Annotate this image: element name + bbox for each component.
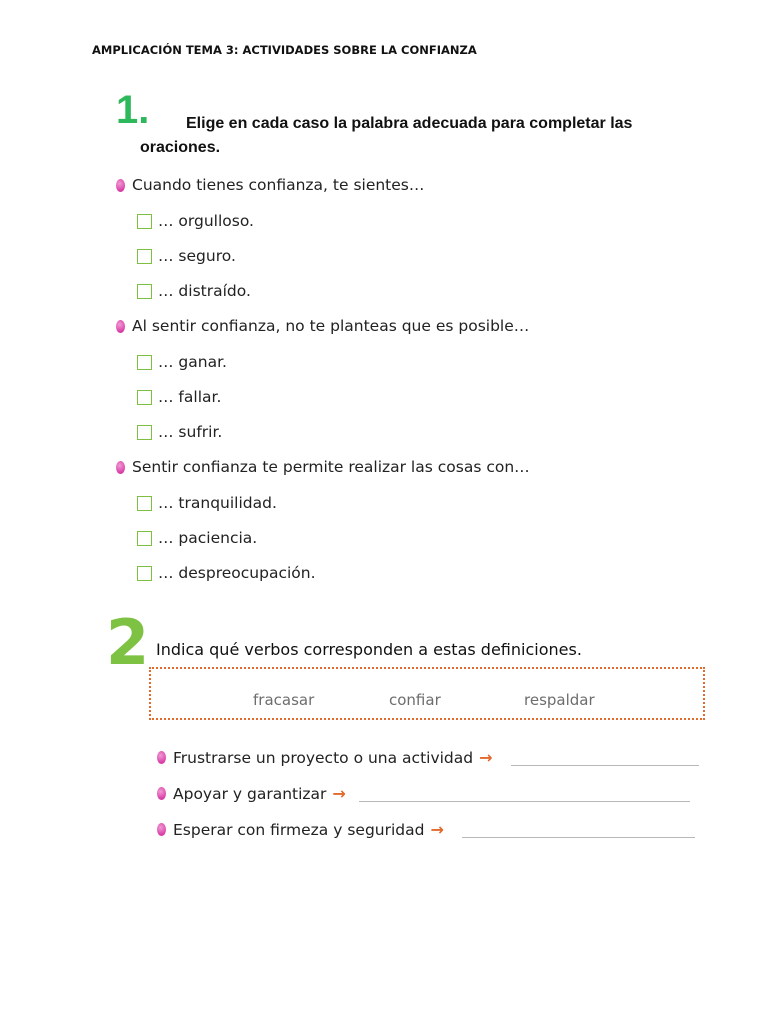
checkbox-icon[interactable]	[137, 355, 152, 370]
checkbox-icon[interactable]	[137, 249, 152, 264]
answer-line-2[interactable]	[359, 801, 690, 802]
definition-2	[157, 784, 346, 803]
checkbox-icon[interactable]	[137, 214, 152, 229]
question-1-option-1[interactable]	[137, 212, 254, 230]
answer-line-1[interactable]	[511, 765, 699, 766]
pink-dot-icon	[116, 179, 125, 192]
checkbox-icon[interactable]	[137, 390, 152, 405]
option-label: … despreocupación.	[158, 564, 316, 582]
pink-dot-icon	[116, 461, 125, 474]
exercise-1-instruction	[140, 112, 700, 160]
question-2-text: Al sentir confianza, no te planteas que es posible…	[132, 317, 530, 335]
option-label: … paciencia.	[158, 529, 258, 547]
option-label: … ganar.	[158, 353, 227, 371]
question-2-option-3[interactable]	[137, 423, 222, 441]
arrow-right-icon: →	[479, 748, 493, 767]
pink-dot-icon	[157, 823, 166, 836]
checkbox-icon[interactable]	[137, 531, 152, 546]
question-2-option-2[interactable]	[137, 388, 221, 406]
option-label: … distraído.	[158, 282, 251, 300]
arrow-right-icon: →	[430, 820, 444, 839]
word-bank-word: confiar	[389, 691, 441, 709]
word-bank-word: fracasar	[253, 691, 315, 709]
exercise-2-instruction: Indica qué verbos corresponden a estas definiciones.	[156, 640, 582, 659]
definition-text: Frustrarse un proyecto o una actividad	[173, 748, 474, 767]
question-3	[116, 458, 530, 476]
exercise-1-instruction-line1: Elige en cada caso la palabra adecuada para completar las	[186, 115, 633, 132]
question-2	[116, 317, 529, 335]
word-bank-box	[149, 667, 705, 720]
option-label: … orgulloso.	[158, 212, 254, 230]
checkbox-icon[interactable]	[137, 425, 152, 440]
pink-dot-icon	[116, 320, 125, 333]
option-label: … sufrir.	[158, 423, 223, 441]
checkbox-icon[interactable]	[137, 566, 152, 581]
exercise-2-number: 2	[106, 606, 150, 679]
exercise-1-number: 1.	[116, 88, 150, 132]
question-1	[116, 176, 424, 194]
option-label: … tranquilidad.	[158, 494, 277, 512]
pink-dot-icon	[157, 751, 166, 764]
definition-text: Esperar con firmeza y seguridad	[173, 820, 425, 839]
question-3-option-3[interactable]	[137, 564, 316, 582]
arrow-right-icon: →	[332, 784, 346, 803]
question-3-text: Sentir confianza te permite realizar las cosas con…	[132, 458, 530, 476]
option-label: … seguro.	[158, 247, 236, 265]
checkbox-icon[interactable]	[137, 496, 152, 511]
question-3-option-2[interactable]	[137, 529, 257, 547]
answer-line-3[interactable]	[462, 837, 695, 838]
definition-3	[157, 820, 444, 839]
option-label: … fallar.	[158, 388, 222, 406]
question-1-option-3[interactable]	[137, 282, 251, 300]
page-header-title: AMPLICACIÓN TEMA 3: ACTIVIDADES SOBRE LA CONFIANZA	[92, 43, 477, 57]
definition-1	[157, 748, 493, 767]
checkbox-icon[interactable]	[137, 284, 152, 299]
question-1-option-2[interactable]	[137, 247, 236, 265]
word-bank-word: respaldar	[524, 691, 595, 709]
question-3-option-1[interactable]	[137, 494, 277, 512]
pink-dot-icon	[157, 787, 166, 800]
definition-text: Apoyar y garantizar	[173, 784, 327, 803]
question-1-text: Cuando tienes confianza, te sientes…	[132, 176, 425, 194]
exercise-1-instruction-line2: oraciones.	[140, 139, 221, 156]
question-2-option-1[interactable]	[137, 353, 227, 371]
